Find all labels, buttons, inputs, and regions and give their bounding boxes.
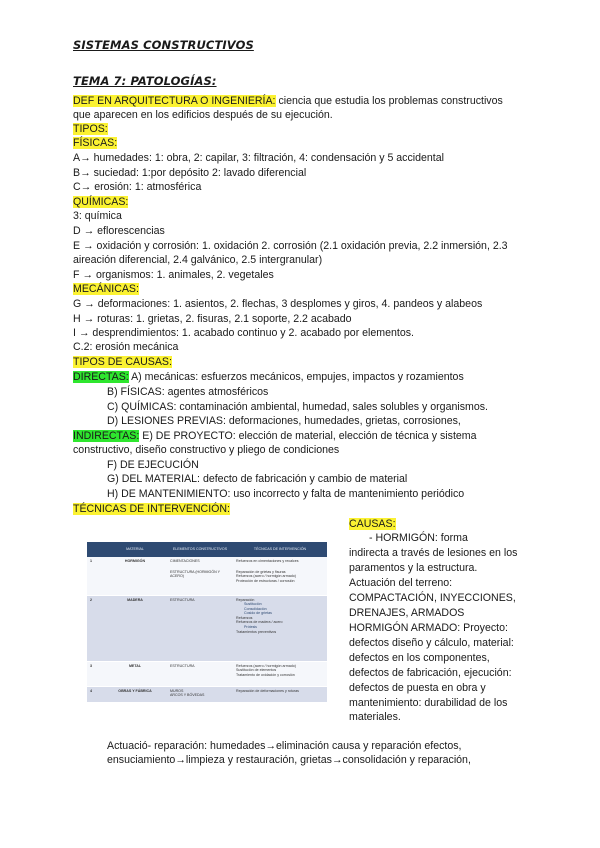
technique-item: Refuerzos (acero / hormigón armado) [236, 574, 296, 579]
indirectas-line [73, 429, 477, 443]
table-row [87, 661, 327, 686]
actuacion-line-1: Actuació- reparación: humedades→eliminación causa y reparación efectos, [107, 740, 462, 752]
technique-item: Reparación de grietas y fisuras [236, 569, 286, 574]
row-material: METAL [103, 661, 167, 686]
table-header: MATERIAL [103, 542, 167, 557]
table-header: TÉCNICAS DE INTERVENCIÓN [233, 542, 327, 557]
right-col-line: - HORMIGÓN: forma [369, 532, 468, 544]
directas-item: C) QUÍMICAS: contaminación ambiental, humedad, sales solubles y organismos. [107, 401, 488, 413]
definition-text-1: ciencia que estudia los problemas constructivos [275, 95, 503, 107]
right-col-line: Actuación del terreno: [349, 577, 453, 589]
table-header [87, 542, 103, 557]
table-row [87, 595, 327, 661]
element-item: ESTRUCTURA (HORMIGÓN Y ACERO) [170, 569, 220, 579]
quimicas-heading [73, 195, 128, 209]
mecanicas-item: C.2: erosión mecánica [73, 341, 179, 353]
row-techniques [233, 595, 327, 661]
tipos-label: TIPOS: [73, 123, 108, 135]
mecanicas-heading [73, 282, 139, 296]
quimicas-label: QUÍMICAS: [73, 196, 129, 208]
technique-item: Consolidación [244, 606, 267, 611]
technique-item: Sustitución de elementos [236, 668, 277, 673]
quimicas-item: 3: química [73, 210, 122, 222]
row-material: MADERA [103, 595, 167, 661]
element-item: ESTRUCTURA [170, 663, 195, 668]
row-techniques [233, 557, 327, 595]
right-causas-label: CAUSAS: [349, 518, 396, 530]
element-item: ESTRUCTURA [170, 597, 195, 602]
indirectas-item: G) DEL MATERIAL: defecto de fabricación y cambio de material [107, 473, 408, 485]
row-material: HORMIGÓN [103, 557, 167, 595]
technique-item: Refuerzos [236, 615, 253, 620]
indirectas-label: INDIRECTAS: [73, 430, 140, 442]
fisicas-heading [73, 136, 117, 150]
right-col-line: HORMIGÓN ARMADO: Proyecto: [349, 622, 508, 634]
tecnicas-heading [73, 502, 230, 516]
definition-line-2: que aparecen en los edificios después de su ejecución. [73, 109, 333, 121]
element-item: ARCOS Y BÓVEDAS [170, 693, 205, 698]
indirectas-cont: constructivo, diseño constructivo y pliego de condiciones [73, 444, 340, 456]
element-item: CIMENTACIONES [170, 559, 200, 563]
right-col-line: paramentos y la estructura. [349, 562, 478, 574]
right-causas-heading [349, 517, 396, 532]
definition-label: DEF EN ARQUITECTURA O INGENIERÍA: [73, 95, 276, 107]
mecanicas-item: H → roturas: 1. grietas, 2. fisuras, 2.1 soporte, 2.2 acabado [73, 313, 352, 325]
directas-item: D) LESIONES PREVIAS: deformaciones, humedades, grietas, corrosiones, [107, 415, 461, 427]
tipos-heading [73, 122, 108, 136]
causas-label: TIPOS DE CAUSAS: [73, 356, 172, 368]
technique-item: Reparación [236, 597, 255, 602]
row-techniques [233, 661, 327, 686]
document-title: SISTEMAS CONSTRUCTIVOS [73, 38, 254, 52]
fisicas-item: C→ erosión: 1: atmosférica [73, 181, 202, 193]
directas-line [73, 370, 464, 384]
quimicas-item: E → oxidación y corrosión: 1. oxidación 2. corrosión (2.1 oxidación previa, 2.2 inmersión, 2.3 [73, 240, 508, 252]
fisicas-item: A→ humedades: 1: obra, 2: capilar, 3: filtración, 4: condensación y 5 accidental [73, 152, 444, 164]
row-number: 4 [87, 686, 103, 702]
technique-item: Refuerzos de madera / acero [236, 620, 283, 625]
directas-item: B) FÍSICAS: agentes atmosféricos [107, 386, 269, 398]
row-number: 3 [87, 661, 103, 686]
right-col-line: COMPACTACIÓN, INYECCIONES, [349, 592, 516, 604]
row-number: 1 [87, 557, 103, 595]
fisicas-item: B→ suciedad: 1:por depósito 2: lavado diferencial [73, 167, 307, 179]
row-elements [167, 557, 233, 595]
technique-item: Prótesis [244, 625, 257, 630]
quimicas-item: D → eflorescencias [73, 225, 165, 237]
causas-heading [73, 355, 172, 369]
technique-item: Refuerzos en cimentaciones y recalces [236, 559, 299, 563]
row-number: 2 [87, 595, 103, 661]
technique-item: Refuerzos (acero / hormigón armado) [236, 663, 296, 668]
definition-line-1 [73, 94, 503, 108]
right-col-line: materiales. [349, 711, 401, 723]
indirectas-first: E) DE PROYECTO: elección de material, elección de técnica y sistema [139, 430, 477, 442]
row-elements [167, 661, 233, 686]
table-header-row [87, 542, 327, 557]
fisicas-label: FÍSICAS: [73, 137, 118, 149]
technique-item: Reparación de deformaciones y roturas [236, 688, 299, 693]
right-col-line: defectos de puesta en obra y [349, 682, 486, 694]
indirectas-item: F) DE EJECUCIÓN [107, 459, 199, 471]
indirectas-item: H) DE MANTENIMIENTO: uso incorrecto y falta de mantenimiento periódico [107, 488, 465, 500]
row-elements [167, 595, 233, 661]
technique-item: Tratamiento de oxidación y corrosión [236, 672, 295, 677]
table-row [87, 557, 327, 595]
mecanicas-item: G → deformaciones: 1. asientos, 2. flechas, 3 desplomes y giros, 4. pandeos y alabeos [73, 298, 483, 310]
table-header: ELEMENTOS CONSTRUCTIVOS [167, 542, 233, 557]
technique-item: Sustitución [244, 602, 262, 607]
row-techniques [233, 686, 327, 702]
mecanicas-label: MECÁNICAS: [73, 283, 139, 295]
directas-first: A) mecánicas: esfuerzos mecánicos, empujes, impactos y rozamientos [128, 371, 464, 383]
quimicas-item: aireación diferencial, 2.4 galvánico, 2.5 intergranular) [73, 254, 323, 266]
technique-item: Protección de estructuras / corrosión [236, 578, 295, 583]
right-col-line: mantenimiento: durabilidad de los [349, 697, 508, 709]
row-elements [167, 686, 233, 702]
actuacion-line-2: ensuciamiento→limpieza y restauración, grietas→consolidación y reparación, [107, 754, 471, 766]
row-material: OBRAS Y FÁBRICA [103, 686, 167, 702]
table-row [87, 686, 327, 702]
technique-item: Cosido de grietas [244, 611, 272, 616]
right-col-line: DRENAJES, ARMADOS [349, 607, 465, 619]
right-col-line: defectos diseño y cálculo, material: [349, 637, 514, 649]
right-col-line: defectos en los componentes, [349, 652, 490, 664]
technique-item: Tratamientos preventivos [236, 629, 277, 634]
right-col-line: indirecta a través de lesiones en los [349, 547, 518, 559]
mecanicas-item: I → desprendimientos: 1. acabado continuo y 2. acabado por elementos. [73, 327, 414, 339]
section-title: TEMA 7: PATOLOGÍAS: [73, 74, 217, 88]
tecnicas-label: TÉCNICAS DE INTERVENCIÓN: [73, 503, 230, 515]
directas-label: DIRECTAS: [73, 371, 129, 383]
intervention-table [87, 542, 327, 703]
right-col-line: defectos de fabricación, ejecución: [349, 667, 512, 679]
quimicas-item: F → organismos: 1. animales, 2. vegetales [73, 269, 274, 281]
element-item: MUROS [170, 688, 184, 693]
